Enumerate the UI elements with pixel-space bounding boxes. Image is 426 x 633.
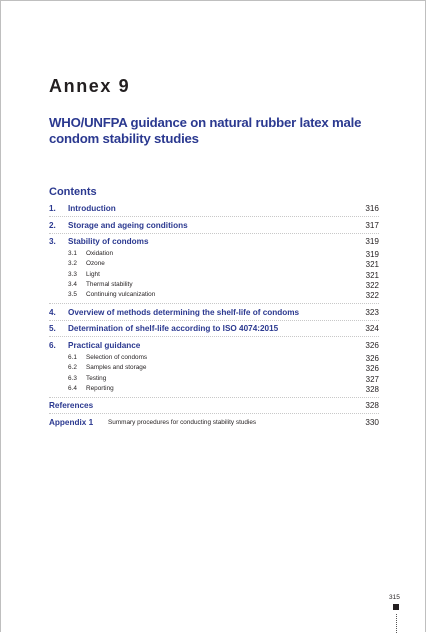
toc-subentry-number: 3.3 xyxy=(68,271,77,278)
toc-appendix-label: Appendix 1 xyxy=(49,418,94,427)
toc-subentry-page: 327 xyxy=(365,375,379,384)
dotted-leader xyxy=(396,614,397,633)
toc-entry-page: 319 xyxy=(365,237,379,246)
toc-entry-page: 323 xyxy=(365,308,379,317)
toc-entry-title: Determination of shelf-life according to ISO 4074:2015 xyxy=(68,324,279,333)
toc-divider xyxy=(49,397,379,398)
toc-divider xyxy=(49,303,379,304)
toc-entry-page: 316 xyxy=(365,204,379,213)
toc-subentry-title: Samples and storage xyxy=(86,364,147,371)
toc-subentry-title: Ozone xyxy=(86,260,105,267)
toc-subentry-number: 6.2 xyxy=(68,364,77,371)
toc-subentry-page: 319 xyxy=(365,250,379,259)
toc-subentry-title: Continuing vulcanization xyxy=(86,291,156,298)
toc-subentry-number: 3.5 xyxy=(68,291,77,298)
toc-subentry-title: Reporting xyxy=(86,385,114,392)
toc-entry-page: 330 xyxy=(365,418,379,427)
toc-subentry-number: 6.3 xyxy=(68,375,77,382)
toc-entry-number: 6. xyxy=(49,341,56,350)
toc-entry-title: Introduction xyxy=(68,204,116,213)
toc-subentry-page: 328 xyxy=(365,385,379,394)
toc-entry-page: 326 xyxy=(365,341,379,350)
toc-subentry-title: Selection of condoms xyxy=(86,354,148,361)
toc-subentry-page: 322 xyxy=(365,281,379,290)
toc-entry-page: 324 xyxy=(365,324,379,333)
contents-heading: Contents xyxy=(49,186,97,198)
toc-subentry-number: 3.1 xyxy=(68,250,77,257)
toc-subentry-number: 3.2 xyxy=(68,260,77,267)
toc-subentry-page: 326 xyxy=(365,354,379,363)
toc-subentry-title: Testing xyxy=(86,375,107,382)
toc-subentry-page: 326 xyxy=(365,364,379,373)
toc-entry-number: 5. xyxy=(49,324,56,333)
document-title: WHO/UNFPA guidance on natural rubber latex male condom stability studies xyxy=(49,115,362,146)
toc-entry-title: References xyxy=(49,401,94,410)
toc-entry-number: 2. xyxy=(49,221,56,230)
toc-divider xyxy=(49,216,379,217)
toc-subentry-page: 322 xyxy=(365,291,379,300)
toc-entry-page: 317 xyxy=(365,221,379,230)
toc-entry-title: Stability of condoms xyxy=(68,237,149,246)
toc-subentry-title: Thermal stability xyxy=(86,281,133,288)
annex-label: Annex 9 xyxy=(49,76,131,96)
toc-divider xyxy=(49,413,379,414)
toc-divider xyxy=(49,336,379,337)
page-number: 315 xyxy=(389,594,400,601)
toc-subentry-number: 6.1 xyxy=(68,354,77,361)
toc-subentry-page: 321 xyxy=(365,271,379,280)
page-marker xyxy=(393,604,399,610)
toc-entry-number: 3. xyxy=(49,237,56,246)
toc-subentry-page: 321 xyxy=(365,260,379,269)
toc-divider xyxy=(49,320,379,321)
toc-entry-number: 4. xyxy=(49,308,56,317)
toc-entry-title: Overview of methods determining the shelf-life of condoms xyxy=(68,308,300,317)
toc-entry-title: Storage and ageing conditions xyxy=(68,221,188,230)
toc-subentry-number: 6.4 xyxy=(68,385,77,392)
toc-entry-page: 328 xyxy=(365,401,379,410)
toc-subentry-title: Light xyxy=(86,271,100,278)
toc-subentry-number: 3.4 xyxy=(68,281,77,288)
toc-appendix-title: Summary procedures for conducting stability studies xyxy=(108,419,257,426)
toc-subentry-title: Oxidation xyxy=(86,250,113,257)
toc-entry-number: 1. xyxy=(49,204,56,213)
toc-divider xyxy=(49,233,379,234)
toc-entry-title: Practical guidance xyxy=(68,341,141,350)
